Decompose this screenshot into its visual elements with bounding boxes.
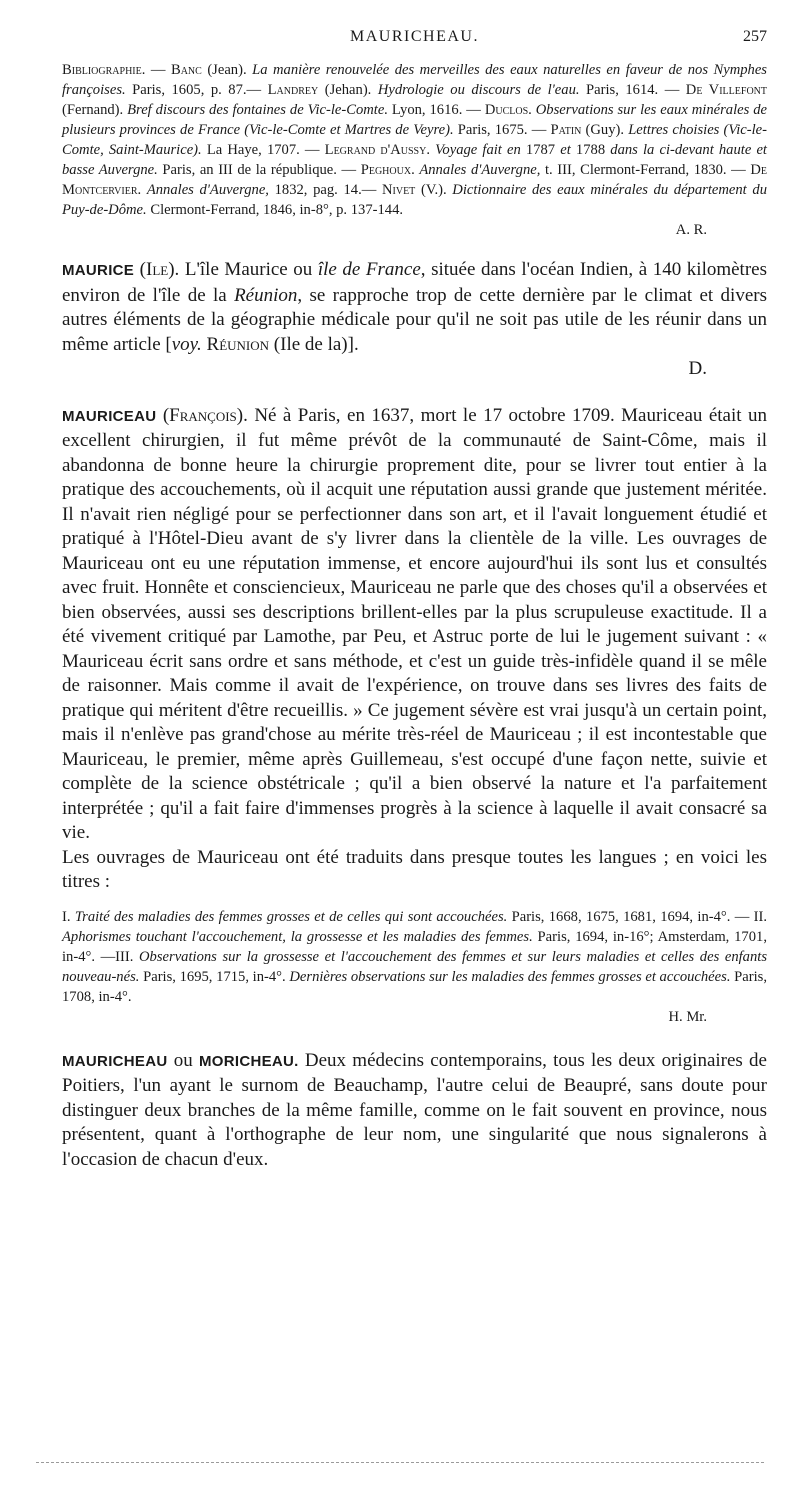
author-name: De Villefont (685, 82, 767, 98)
page-bottom-rule (36, 1462, 764, 1463)
book-title: Traité des maladies des femmes grosses et de celles qui sont accouchées. (74, 908, 508, 925)
book-title: Observations sur la grossesse et l'accouchement des femmes et sur leurs maladies et celles des enfants nouveau-nés. (62, 948, 767, 985)
book-title: Bref discours des fontaines de Vic-le-Comte. (127, 102, 388, 118)
book-title: Observations sur les eaux minérales de plusieurs provinces de France (Vic-le-Comte et Martres de Veyre). (62, 102, 767, 138)
book-title: Hydrologie ou discours de l'eau. (377, 82, 580, 98)
book-title: La manière renouvelée des merveilles des eaux naturelles en faveur de nos Nymphes françoises. (62, 62, 767, 98)
author-name: Banc (170, 62, 202, 78)
author-name: Landrey (267, 82, 319, 98)
entry-mauricheau: MAURICHEAU ou MORICHEAU. Deux médecins contemporains, tous les deux originaires de Poitiers, l'un ayant le surnom de Beauchamp, l'autre celui de Beaupré, sans doute pour distinguer deux branches de la même famille, comme on le fait souvent en province, nous présentent, quant à l'orthographe de leur nom, une singularité que nous signalerons à l'occasion de chacun d'eux. (62, 1049, 767, 1170)
entry-headword: MAURICHEAU (62, 1052, 168, 1070)
author-signature: H. Mr. (668, 1008, 707, 1025)
book-title: Annales d'Auvergne, (146, 182, 269, 198)
author-signature: D. (688, 358, 707, 379)
running-title: MAURICHEAU. (350, 28, 479, 45)
entry-maurice: MAURICE (Ile). L'île Maurice ou île de France, située dans l'océan Indien, à 140 kilomètres environ de l'île de la Réunion, se rapproche trop de cette dernière par le climat et divers autres éléments de la géographie médicale pour qu'il ne soit pas utile de les réunir dans un même article [voy. Réunion (Ile de la)]. D. (62, 258, 767, 382)
entry-mauriceau: MAURICEAU (François). Né à Paris, en 1637, mort le 17 octobre 1709. Mauriceau était un excellent chirurgien, il fut même prévôt de la communauté de Saint-Côme, mais il abandonna de bonne heure la chirurgie proprement dite, pour se livrer tout entier à la pratique des accouchements, où il acquit une réputation aussi grande que justement méritée. Il n'avait rien négligé pour se perfectionner dans son art, et il l'avait longuement étudié et pratiqué à l'Hôtel-Dieu avant de s'y livrer dans la clientèle de la ville. Les ouvrages de Mauriceau ont eu une réputation immense, et encore aujourd'hui ils sont lus et consultés avec fruit. Honnête et consciencieux, Mauriceau ne parle que des choses qu'il a observées et bien observées, aussi ses descriptions brillent-elles par la plus scrupuleuse exactitude. Il a été vivement critiqué par Lamothe, par Peu, et Astruc porte de lui le jugement suivant : « Mauriceau écrit sans ordre et sans méthode, et c'est un guide très-infidèle quand il se mêle de raisonner. Mais comme il avait de l'expérience, on trouve dans ses livres des faits de pratique qui méritent d'être recueillis. » Ce jugement sévère est vrai jusqu'à un certain point, mais il n'enlève pas grand'chose au mérite très-réel de Mauriceau ; il est incontestable que Mauriceau, le premier, même après Guillemeau, s'est occupé d'une façon nette, suivie et complète de la science obstétricale ; qu'il a bien observé la nature et l'a parfaitement interprétée ; qu'il a fait faire d'immenses progrès à la science à laquelle il avait consacré sa vie. (62, 404, 767, 843)
book-title: Aphorismes touchant l'accouchement, la grossesse et les maladies des femmes. (62, 928, 533, 945)
bibliography-paragraph: Bibliographie. — Banc (Jean). La manière renouvelée des merveilles des eaux naturelles en faveur de nos Nymphes françoises. Paris, 1605, p. 87.— Landrey (Jehan). Hydrologie ou discours de l'eau. Paris, 1614. — De Villefont (Fernand). Bref discours des fontaines de Vic-le-Comte. Lyon, 1616. — Duclos. Observations sur les eaux minérales de plusieurs provinces de France (Vic-le-Comte et Martres de Veyre). Paris, 1675. — Patin (Guy). Lettres choisies (Vic-le-Comte, Saint-Maurice). La Haye, 1707. — Legrand d'Aussy. Voyage fait en 1787 et 1788 dans la ci-devant haute et basse Auvergne. Paris, an III de la république. — Peghoux. Annales d'Auvergne, t. III, Clermont-Ferrand, 1830. — De Montcervier. Annales d'Auvergne, 1832, pag. 14.— Nivet (V.). Dictionnaire des eaux minérales du département du Puy-de-Dôme. Clermont-Ferrand, 1846, in-8°, p. 137-144. A. R. (62, 62, 768, 238)
entry-mauriceau-works-intro: Les ouvrages de Mauriceau ont été traduits dans presque toutes les langues ; en voici les titres : (62, 846, 767, 892)
entry-headword-variant: MORICHEAU. (198, 1052, 299, 1070)
works-list: I. Traité des maladies des femmes grosses et de celles qui sont accouchées. Paris, 1668, 1675, 1681, 1694, in-4°. — II. Aphorismes touchant l'accouchement, la grossesse et les maladies des femmes. Paris, 1694, in-16°; Amsterdam, 1701, in-4°. —III. Observations sur la grossesse et l'accouchement des femmes et sur leurs maladies et celles des enfants nouveau-nés. Paris, 1695, 1715, in-4°. Dernières observations sur les maladies des femmes grosses et accouchées. Paris, 1708, in-4°. H. Mr. (62, 908, 767, 1025)
cross-reference: Réunion (206, 333, 270, 355)
book-title: Lettres choisies (Vic-le-Comte, Saint-Maurice). (62, 122, 767, 158)
book-title: Dictionnaire des eaux minérales du département du Puy-de-Dôme. (62, 182, 767, 218)
page-number: 257 (743, 28, 767, 45)
book-title: Annales d'Auvergne, (419, 162, 541, 178)
author-name: Duclos. (484, 102, 532, 118)
bibliography-label: Bibliographie. (62, 62, 146, 78)
running-header (62, 28, 767, 50)
author-name: De Montcervier. (62, 162, 768, 198)
entry-headword: MAURICEAU (62, 407, 157, 425)
entry-headword: MAURICE (62, 262, 135, 279)
author-name: Legrand d'Aussy. (324, 142, 430, 158)
book-title: Dernières observations sur les maladies des femmes grosses et accouchées. (289, 968, 731, 985)
author-name: Nivet (381, 182, 416, 198)
book-title: Voyage fait en (435, 142, 521, 158)
book-title: dans la ci-devant haute et basse Auvergne. (62, 142, 767, 178)
document-page (62, 28, 767, 1172)
author-name: Patin (550, 122, 582, 138)
author-name: Peghoux. (360, 162, 415, 178)
author-signature: A. R. (675, 222, 707, 238)
